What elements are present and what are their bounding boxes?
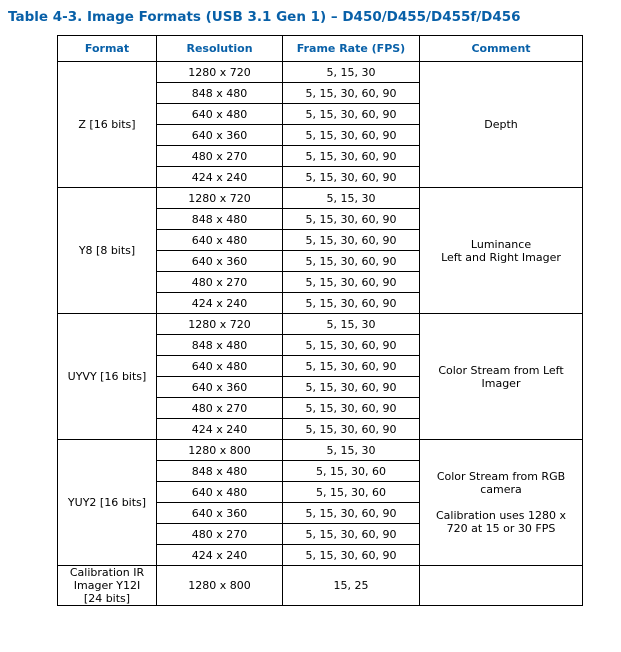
resolution-cell: 640 x 480	[157, 230, 283, 251]
resolution-cell: 640 x 480	[157, 104, 283, 125]
comment-line: Color Stream from RGB	[436, 470, 566, 483]
resolution-cell: 640 x 360	[157, 251, 283, 272]
format-cell: Z [16 bits]	[58, 62, 157, 188]
table-caption: Table 4-3. Image Formats (USB 3.1 Gen 1) – D450/D455/D455f/D456	[8, 9, 521, 25]
resolution-cell: 424 x 240	[157, 545, 283, 566]
frame-rate-cell: 5, 15, 30, 60, 90	[283, 83, 420, 104]
resolution-cell: 424 x 240	[157, 419, 283, 440]
format-cell: Y8 [8 bits]	[58, 188, 157, 314]
resolution-cell: 1280 x 720	[157, 188, 283, 209]
table-body	[58, 62, 583, 606]
frame-rate-cell: 5, 15, 30, 60, 90	[283, 524, 420, 545]
frame-rate-cell: 5, 15, 30, 60, 90	[283, 398, 420, 419]
comment-cell	[420, 62, 583, 188]
resolution-cell: 480 x 270	[157, 272, 283, 293]
frame-rate-cell: 5, 15, 30, 60, 90	[283, 377, 420, 398]
resolution-cell: 424 x 240	[157, 167, 283, 188]
resolution-cell: 640 x 480	[157, 482, 283, 503]
resolution-cell: 480 x 270	[157, 398, 283, 419]
resolution-cell: 424 x 240	[157, 293, 283, 314]
resolution-cell: 480 x 270	[157, 524, 283, 545]
comment-line: Color Stream from Left	[438, 363, 564, 377]
comment-cell	[420, 440, 583, 566]
frame-rate-cell: 5, 15, 30, 60, 90	[283, 272, 420, 293]
resolution-cell: 480 x 270	[157, 146, 283, 167]
comment-line: Luminance	[470, 237, 532, 251]
frame-rate-cell: 5, 15, 30, 60, 90	[283, 545, 420, 566]
format-line: Imager Y12I	[73, 579, 141, 592]
format-cell	[58, 566, 157, 606]
format-line: [24 bits]	[83, 592, 131, 605]
resolution-cell: 640 x 480	[157, 356, 283, 377]
frame-rate-cell: 5, 15, 30, 60, 90	[283, 104, 420, 125]
resolution-cell: 848 x 480	[157, 209, 283, 230]
comment-cell	[420, 566, 583, 606]
frame-rate-cell: 5, 15, 30	[283, 188, 420, 209]
header-frame-rate: Frame Rate (FPS)	[283, 36, 420, 62]
frame-rate-cell: 5, 15, 30, 60, 90	[283, 146, 420, 167]
table-row	[58, 440, 583, 461]
header-resolution: Resolution	[157, 36, 283, 62]
comment-gap	[423, 496, 579, 509]
frame-rate-cell: 5, 15, 30, 60, 90	[283, 293, 420, 314]
frame-rate-cell: 5, 15, 30, 60	[283, 482, 420, 503]
format-cell: UYVY [16 bits]	[58, 314, 157, 440]
resolution-cell: 1280 x 720	[157, 314, 283, 335]
resolution-cell: 848 x 480	[157, 335, 283, 356]
comment-line: Left and Right Imager	[441, 250, 561, 264]
frame-rate-cell: 15, 25	[283, 566, 420, 606]
comment-line: Depth	[484, 118, 518, 131]
comment-line: Imager	[481, 376, 521, 390]
format-cell: YUY2 [16 bits]	[58, 440, 157, 566]
comment-line: camera	[480, 483, 522, 496]
frame-rate-cell: 5, 15, 30	[283, 62, 420, 83]
comment-cell	[420, 188, 583, 314]
format-line: Calibration IR	[69, 566, 145, 579]
frame-rate-cell: 5, 15, 30	[283, 440, 420, 461]
comment-line: Calibration uses 1280 x	[435, 509, 567, 522]
table-row	[58, 188, 583, 209]
header-comment: Comment	[420, 36, 583, 62]
resolution-cell: 1280 x 800	[157, 440, 283, 461]
frame-rate-cell: 5, 15, 30, 60, 90	[283, 419, 420, 440]
table-row	[58, 314, 583, 335]
frame-rate-cell: 5, 15, 30, 60, 90	[283, 125, 420, 146]
resolution-cell: 640 x 360	[157, 125, 283, 146]
frame-rate-cell: 5, 15, 30	[283, 314, 420, 335]
frame-rate-cell: 5, 15, 30, 60, 90	[283, 335, 420, 356]
frame-rate-cell: 5, 15, 30, 60, 90	[283, 230, 420, 251]
frame-rate-cell: 5, 15, 30, 60, 90	[283, 503, 420, 524]
resolution-cell: 640 x 360	[157, 377, 283, 398]
resolution-cell: 1280 x 720	[157, 62, 283, 83]
header-format: Format	[58, 36, 157, 62]
image-formats-table	[57, 35, 583, 606]
resolution-cell: 848 x 480	[157, 83, 283, 104]
resolution-cell: 848 x 480	[157, 461, 283, 482]
resolution-cell: 1280 x 800	[157, 566, 283, 606]
table-row	[58, 62, 583, 83]
resolution-cell: 640 x 360	[157, 503, 283, 524]
calibration-row	[58, 566, 583, 606]
comment-cell	[420, 314, 583, 440]
frame-rate-cell: 5, 15, 30, 60, 90	[283, 167, 420, 188]
comment-line: 720 at 15 or 30 FPS	[446, 522, 556, 535]
frame-rate-cell: 5, 15, 30, 60	[283, 461, 420, 482]
frame-rate-cell: 5, 15, 30, 60, 90	[283, 356, 420, 377]
header-row	[58, 36, 583, 62]
frame-rate-cell: 5, 15, 30, 60, 90	[283, 251, 420, 272]
frame-rate-cell: 5, 15, 30, 60, 90	[283, 209, 420, 230]
